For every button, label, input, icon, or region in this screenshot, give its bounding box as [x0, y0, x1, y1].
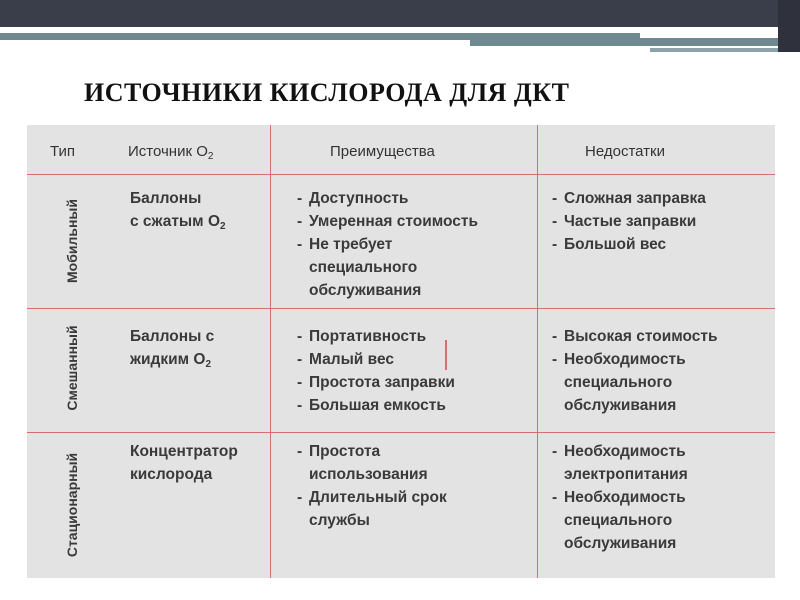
top-bar-corner	[778, 0, 800, 52]
slide-title: ИСТОЧНИКИ КИСЛОРОДА ДЛЯ ДКТ	[84, 78, 570, 107]
table-divider	[27, 308, 775, 309]
header-source: Источник $O_2$	[128, 143, 214, 162]
row-disadvantages: - Сложная заправка - Частые заправки - Большой вес	[552, 187, 706, 256]
row-source: Баллоны с сжатым $O_2$	[130, 190, 226, 232]
header-disadvantages: Недостатки	[585, 143, 665, 160]
table-divider	[537, 125, 538, 578]
row-advantages: - Портативность - Малый вес - Простота заправки - Большая емкость	[297, 325, 455, 417]
top-bar	[0, 0, 800, 27]
table-divider	[27, 174, 775, 175]
row-advantages: - Простота использования - Длительный срок службы	[297, 440, 447, 532]
header-type: Тип	[50, 143, 76, 160]
row-type-label: Смешанный	[64, 325, 80, 411]
table-divider	[270, 125, 271, 578]
decor-stripe	[650, 48, 778, 52]
row-type-label: Мобильный	[64, 199, 80, 283]
row-type-label: Стационарный	[64, 452, 80, 558]
header-advantages: Преимущества	[330, 143, 435, 160]
row-source: Концентратор кислорода	[130, 443, 238, 483]
table-divider	[27, 432, 775, 433]
row-disadvantages: - Высокая стоимость - Необходимость специального обслуживания	[552, 325, 718, 417]
row-disadvantages: - Необходимость электропитания - Необходимость специального обслуживания	[552, 440, 688, 555]
decor-stripe	[470, 38, 778, 46]
row-source: Баллоны с жидким $O_2$	[130, 328, 215, 370]
row-advantages: - Доступность - Умеренная стоимость - Не требует специального обслуживания	[297, 187, 478, 302]
